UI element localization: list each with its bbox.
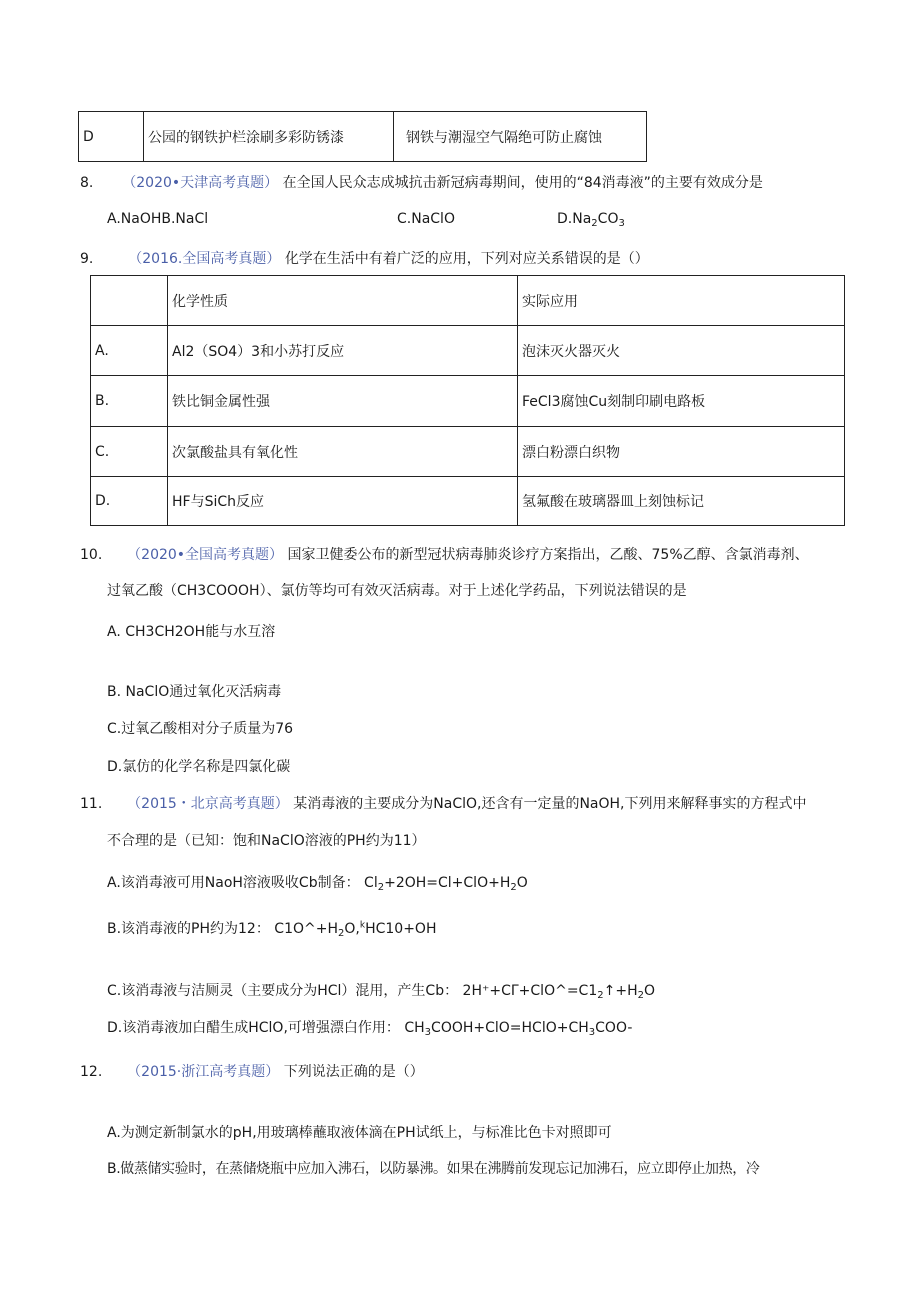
formula-part: C1O^+H <box>274 921 338 937</box>
question-stem: 下列说法正确的是（） <box>283 1064 424 1080</box>
table-cell-label: D <box>79 112 144 162</box>
question-9 <box>80 248 649 268</box>
formula-part: ↑+H <box>603 983 638 999</box>
table-row <box>91 326 845 376</box>
formula-part: D.Na <box>557 211 592 227</box>
option-text: C.该消毒液与洁厕灵（主要成分为HCl）混用，产生Cb： <box>107 983 459 999</box>
question-number: 11. <box>80 796 103 812</box>
q12-option-a: A.为测定新制氯水的pH,用玻璃棒蘸取液体滴在PH试纸上，与标准比色卡对照即可 <box>107 1125 612 1141</box>
formula-sub: 2 <box>591 218 598 229</box>
table-row <box>91 477 845 526</box>
formula-part: COO- <box>595 1020 633 1036</box>
formula-sub: 2 <box>377 882 385 893</box>
formula-part: HC10+OH <box>365 921 437 937</box>
table-cell-property: 铁比铜金属性强 <box>168 376 518 427</box>
q9-table <box>90 275 845 526</box>
q8-option-ab: A.NaOHB.NaCl <box>107 211 209 227</box>
question-11 <box>80 793 807 813</box>
formula-part: 2H⁺+CΓ+ClO^=C1 <box>462 983 598 999</box>
question-8 <box>80 172 763 192</box>
q11-option-b <box>107 918 436 939</box>
question-stem: 在全国人民众志成城抗击新冠病毒期间，使用的“84消毒液”的主要有效成分是 <box>282 175 763 191</box>
table-header-row <box>91 276 845 326</box>
question-source: （2020•全国高考真题） <box>127 547 284 563</box>
formula-part: Cl <box>364 875 378 891</box>
table-cell-label: C. <box>91 427 168 477</box>
q12-option-b: B.做蒸储实验时，在蒸储烧瓶中应加入沸石，以防暴沸。如果在沸腾前发现忘记加沸石，应立即停止加热，冷 <box>107 1161 760 1177</box>
table-header-application: 实际应用 <box>518 276 845 326</box>
table-cell-application: 泡沫灭火器灭火 <box>518 326 845 376</box>
formula-sub: 3 <box>424 1027 432 1038</box>
question-12 <box>80 1061 424 1081</box>
formula-part: O, <box>344 921 360 937</box>
q8-option-d <box>557 211 625 229</box>
table-cell-property: 次氯酸盐具有氧化性 <box>168 427 518 477</box>
question-number: 12. <box>80 1064 103 1080</box>
table-cell-property: Al2（SO4）3和小苏打反应 <box>168 326 518 376</box>
table-cell-property: HF与SiCh反应 <box>168 477 518 526</box>
q10-option-c: C.过氧乙酸相对分子质量为76 <box>107 721 294 737</box>
formula-part: CO <box>597 211 619 227</box>
question-number: 10. <box>80 547 103 563</box>
question-stem: 国家卫健委公布的新型冠状病毒肺炎诊疗方案指出，乙酸、75%乙醇、含氯消毒剂、 <box>287 547 809 563</box>
table-cell-label: B. <box>91 376 168 427</box>
table-cell-application: 氢氟酸在玻璃器皿上刻蚀标记 <box>518 477 845 526</box>
question-10 <box>80 544 809 564</box>
question-stem: 化学在生活中有着广泛的应用，下列对应关系错误的是（） <box>284 251 649 267</box>
q10-option-d: D.氯仿的化学名称是四氯化碳 <box>107 759 291 775</box>
formula-sub: 3 <box>588 1027 596 1038</box>
formula-sup: k <box>359 920 366 931</box>
option-text: D.该消毒液加白醋生成HClO,可增强漂白作用： <box>107 1020 400 1036</box>
formula-sub: 2 <box>597 990 604 1001</box>
formula-part: CH <box>404 1020 425 1036</box>
formula-part: +2OH=Cl+ClO+H <box>384 875 511 891</box>
table-cell-property: 公园的钢铁护栏涂刷多彩防锈漆 <box>144 112 394 162</box>
q10-option-a: A. CH3CH2OH能与水互溶 <box>107 624 276 640</box>
formula-sub: 2 <box>338 928 345 939</box>
q8-option-c: C.NaClO <box>397 211 455 227</box>
q11-option-c <box>107 980 655 1001</box>
q11-option-d <box>107 1017 632 1038</box>
table-cell-application: FeCl3腐蚀Cu刻制印刷电路板 <box>518 376 845 427</box>
table-cell-label: A. <box>91 326 168 376</box>
question-number: 8. <box>80 175 94 191</box>
table-cell-application: 漂白粉漂白织物 <box>518 427 845 477</box>
question-source: （2015·浙江高考真题） <box>127 1064 280 1080</box>
formula-part: O <box>644 983 656 999</box>
table-cell-label: D. <box>91 477 168 526</box>
table-cell-label <box>91 276 168 326</box>
formula-sub: 2 <box>637 990 644 1001</box>
question-stem: 某消毒液的主要成分为NaClO,还含有一定量的NaOH,下列用来解释事实的方程式中 <box>293 796 807 812</box>
q10-option-b: B. NaClO通过氧化灭活病毒 <box>107 684 282 700</box>
table-cell-application: 钢铁与潮湿空气隔绝可防止腐蚀 <box>394 112 647 162</box>
table-row <box>91 376 845 427</box>
question-number: 9. <box>80 251 94 267</box>
option-text: B.该消毒液的PH约为12： <box>107 921 270 937</box>
formula-part: COOH+ClO=HClO+CH <box>431 1020 589 1036</box>
question-10-stem-cont: 过氧乙酸（CH3COOOH）、氯仿等均可有效灭活病毒。对于上述化学药品，下列说法错误的是 <box>107 583 687 599</box>
option-text: A.该消毒液可用NaoH溶液吸收Cb制备： <box>107 875 360 891</box>
table-row <box>91 427 845 477</box>
q11-option-a <box>107 872 528 893</box>
question-source: （2016.全国高考真题） <box>128 251 281 267</box>
options-table-top <box>78 111 647 162</box>
question-source: （2015・北京高考真题） <box>127 796 289 812</box>
question-source: （2020•天津高考真题） <box>122 175 279 191</box>
table-header-property: 化学性质 <box>168 276 518 326</box>
formula-part: O <box>516 875 528 891</box>
question-11-stem-cont: 不合理的是（已知：饱和NaClO溶液的PH约为11） <box>107 833 426 849</box>
formula-sub: 3 <box>618 218 625 229</box>
formula-sub: 2 <box>510 882 517 893</box>
